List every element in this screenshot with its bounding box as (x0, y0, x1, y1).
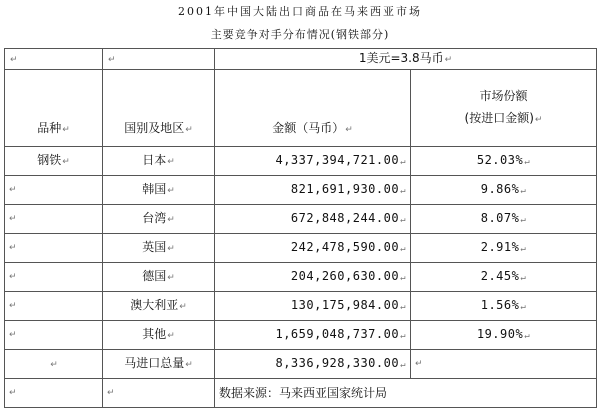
data-table (4, 48, 597, 408)
empty-cell: ↵ (5, 49, 103, 70)
table-row (5, 292, 597, 321)
cell-share: 2.45%↵ (411, 263, 597, 292)
cell-product: ↵ (5, 176, 103, 205)
cell-share: 2.91%↵ (411, 234, 597, 263)
cell-product: ↵ (5, 205, 103, 234)
exchange-rate: 1美元=3.8马币 (358, 51, 444, 65)
cell-share: 9.86%↵ (411, 176, 597, 205)
cell-product: ↵ (5, 292, 103, 321)
cell-amount: 821,691,930.00↵ (215, 176, 411, 205)
cell-product: ↵ (5, 321, 103, 350)
table-row (5, 205, 597, 234)
table-row (5, 234, 597, 263)
total-label-cell: 马进口总量↵ (103, 350, 215, 379)
header-row (5, 70, 597, 147)
exchange-rate-cell: 1美元=3.8马币↵ (215, 49, 597, 70)
header-product: 品种↵ (5, 70, 103, 147)
cell-product: ↵ (5, 234, 103, 263)
cell-amount: 672,848,244.00↵ (215, 205, 411, 234)
table-row (5, 263, 597, 292)
cell-country: 英国↵ (103, 234, 215, 263)
table-row (5, 147, 597, 176)
document-page (4, 0, 596, 400)
empty-cell: ↵ (103, 49, 215, 70)
total-amount-cell: 8,336,928,330.00↵ (215, 350, 411, 379)
empty-cell: ↵ (103, 379, 215, 408)
empty-cell: ↵ (5, 350, 103, 379)
table-row (5, 176, 597, 205)
cell-share: 8.07%↵ (411, 205, 597, 234)
empty-cell: ↵ (411, 350, 597, 379)
total-amount: 8,336,928,330.00 (275, 356, 400, 370)
cell-country: 其他↵ (103, 321, 215, 350)
cell-country: 德国↵ (103, 263, 215, 292)
cell-amount: 204,260,630.00↵ (215, 263, 411, 292)
empty-cell: ↵ (5, 379, 103, 408)
cell-country: 澳大利亚↵ (103, 292, 215, 321)
exchange-rate-row (5, 49, 597, 70)
header-amount: 金额（马币）↵ (215, 70, 411, 147)
cell-country: 韩国↵ (103, 176, 215, 205)
table-row (5, 321, 597, 350)
total-row (5, 350, 597, 379)
header-country: 国别及地区↵ (103, 70, 215, 147)
source-note: 数据来源：马来西亚国家统计局 (219, 386, 388, 400)
document-subtitle: 主要竞争对手分布情况(钢铁部分) (210, 28, 390, 41)
cell-amount: 130,175,984.00↵ (215, 292, 411, 321)
cell-share: 1.56%↵ (411, 292, 597, 321)
cell-share: 19.90%↵ (411, 321, 597, 350)
cell-country: 日本↵ (103, 147, 215, 176)
cell-share: 52.03%↵ (411, 147, 597, 176)
cell-country: 台湾↵ (103, 205, 215, 234)
total-label: 马进口总量 (124, 356, 185, 370)
source-cell (215, 379, 597, 408)
cell-product: 钢铁↵ (5, 147, 103, 176)
cell-amount: 242,478,590.00↵ (215, 234, 411, 263)
document-title: 2001年中国大陆出口商品在马来西亚市场 (178, 5, 422, 18)
cell-amount: 1,659,048,737.00↵ (215, 321, 411, 350)
cell-product: ↵ (5, 263, 103, 292)
cell-amount: 4,337,394,721.00↵ (215, 147, 411, 176)
header-share: 市场份额 (按进口金额)↵ (411, 70, 597, 147)
source-row (5, 379, 597, 408)
